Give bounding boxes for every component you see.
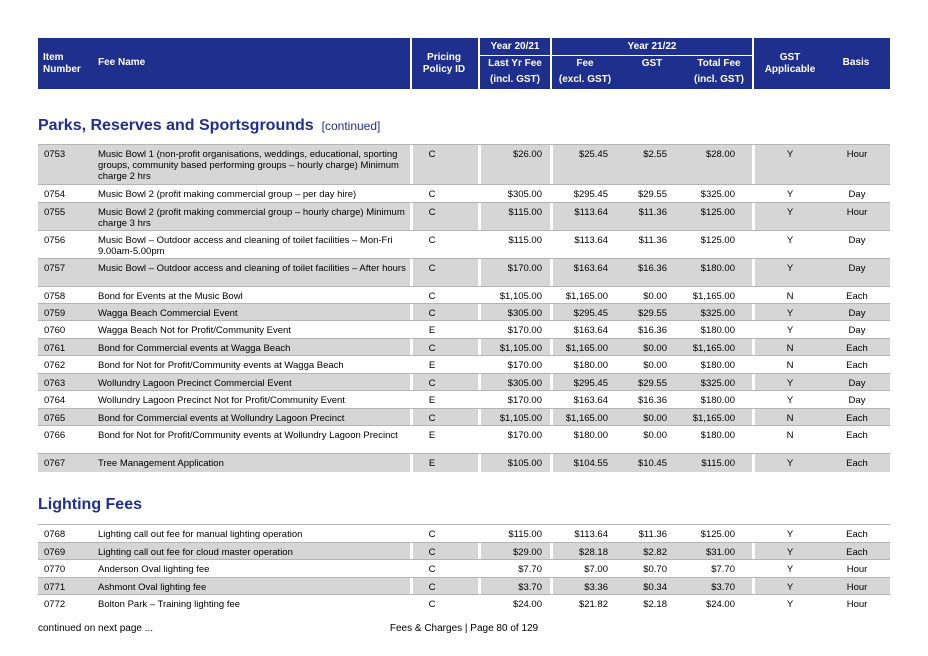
cell-policy: C [428, 207, 436, 218]
cell-total: $125.00 [700, 235, 735, 246]
cell-total: $125.00 [700, 207, 735, 218]
cell-fee: $180.00 [573, 360, 608, 371]
cell-basis: Day [848, 378, 866, 389]
cell-total: $28.00 [705, 149, 735, 160]
cell-applicable: N [786, 343, 794, 354]
cell-policy: E [428, 325, 436, 336]
cell-name: Music Bowl – Outdoor access and cleaning of toilet facilities – After hours [98, 263, 406, 274]
header-gst: GST [641, 58, 663, 69]
cell-item: 0754 [44, 189, 66, 200]
cell-applicable: N [786, 360, 794, 371]
cell-gst: $0.34 [643, 582, 667, 593]
cell-applicable: Y [786, 529, 794, 540]
cell-gst: $29.55 [637, 378, 667, 389]
cell-total: $180.00 [700, 325, 735, 336]
cell-basis: Day [848, 235, 866, 246]
cell-item: 0765 [44, 413, 66, 424]
cell-name: Bond for Events at the Music Bowl [98, 291, 243, 302]
cell-name: Music Bowl 2 (profit making commercial group – per day hire) [98, 189, 357, 200]
cell-name: Bond for Not for Profit/Community events at Wagga Beach [98, 360, 344, 371]
cell-fee: $104.55 [573, 458, 608, 469]
header-fee-excl: Fee (excl. GST) [558, 58, 612, 85]
cell-last: $115.00 [508, 529, 542, 540]
cell-applicable: N [786, 430, 794, 441]
cell-basis: Day [848, 308, 866, 319]
cell-applicable: Y [786, 582, 794, 593]
cell-applicable: N [786, 291, 794, 302]
cell-basis: Hour [846, 599, 868, 610]
cell-gst: $0.00 [643, 343, 667, 354]
cell-item: 0770 [44, 564, 66, 575]
table-row [38, 202, 890, 231]
cell-item: 0756 [44, 235, 66, 246]
cell-item: 0771 [44, 582, 66, 593]
cell-fee: $1,165.00 [565, 413, 608, 424]
cell-last: $7.70 [518, 564, 542, 575]
cell-last: $170.00 [507, 360, 542, 371]
cell-last: $305.00 [507, 378, 542, 389]
cell-applicable: Y [786, 458, 794, 469]
cell-gst: $16.36 [637, 325, 667, 336]
page-footer: Fees & Charges | Page 80 of 129 [389, 623, 539, 634]
cell-gst: $16.36 [637, 395, 667, 406]
cell-last: $29.00 [512, 547, 542, 558]
cell-last: $305.00 [507, 189, 542, 200]
cell-name: Music Bowl 1 (non-profit organisations, weddings, educational, sporting groups, community based performing groups – hourly charge) Minimum charge 2 hrs [98, 149, 399, 182]
table-row [38, 524, 890, 543]
cell-item: 0755 [44, 207, 66, 218]
cell-gst: $11.36 [638, 207, 667, 218]
section-title-parks: Parks, Reserves and Sportsgrounds [continued] [38, 117, 381, 134]
header-total-fee: Total Fee (incl. GST) [694, 58, 744, 85]
cell-gst: $0.00 [643, 360, 667, 371]
cell-applicable: Y [786, 149, 794, 160]
cell-gst: $2.82 [643, 547, 667, 558]
cell-basis: Day [848, 395, 866, 406]
cell-fee: $113.64 [574, 207, 608, 218]
cell-last: $305.00 [507, 308, 542, 319]
header-basis: Basis [842, 57, 870, 68]
cell-basis: Day [848, 189, 866, 200]
cell-last: $170.00 [507, 430, 542, 441]
cell-basis: Each [846, 547, 868, 558]
table-row [38, 144, 890, 185]
cell-applicable: Y [786, 378, 794, 389]
cell-policy: C [428, 343, 436, 354]
cell-name: Music Bowl 2 (profit making commercial group – hourly charge) Minimum charge 3 hrs [98, 207, 405, 229]
cell-total: $3.70 [711, 582, 735, 593]
cell-last: $115.00 [508, 207, 542, 218]
cell-policy: C [428, 263, 436, 274]
table-header [38, 38, 890, 89]
continued-note: continued on next page ... [38, 623, 154, 634]
cell-name: Bolton Park – Training lighting fee [98, 599, 241, 610]
cell-fee: $295.45 [573, 189, 608, 200]
cell-basis: Each [846, 291, 868, 302]
cell-item: 0758 [44, 291, 66, 302]
cell-applicable: Y [786, 235, 794, 246]
table-row [38, 559, 890, 578]
cell-policy: C [428, 308, 436, 319]
cell-applicable: Y [786, 547, 794, 558]
cell-applicable: Y [786, 564, 794, 575]
cell-item: 0766 [44, 430, 66, 441]
cell-fee: $163.64 [573, 263, 608, 274]
cell-gst: $2.55 [643, 149, 667, 160]
cell-policy: C [428, 582, 436, 593]
cell-total: $325.00 [700, 378, 735, 389]
cell-policy: C [428, 149, 436, 160]
table-row [38, 453, 890, 472]
cell-total: $31.00 [705, 547, 735, 558]
cell-basis: Hour [846, 582, 868, 593]
cell-fee: $295.45 [573, 378, 608, 389]
cell-name: Wagga Beach Not for Profit/Community Event [98, 325, 291, 336]
cell-total: $7.70 [711, 564, 735, 575]
cell-fee: $3.36 [584, 582, 608, 593]
cell-last: $115.00 [508, 235, 542, 246]
table-row [38, 373, 890, 391]
header-fee-name: Fee Name [98, 57, 146, 68]
cell-policy: C [428, 529, 436, 540]
table-row [38, 542, 890, 560]
cell-total: $1,165.00 [692, 413, 735, 424]
cell-applicable: Y [786, 263, 794, 274]
cell-fee: $25.45 [578, 149, 608, 160]
cell-applicable: Y [786, 395, 794, 406]
cell-total: $24.00 [705, 599, 735, 610]
table-row [38, 425, 890, 454]
table-row [38, 577, 890, 595]
cell-applicable: N [786, 413, 794, 424]
cell-item: 0759 [44, 308, 66, 319]
cell-fee: $180.00 [573, 430, 608, 441]
cell-policy: E [428, 395, 436, 406]
cell-policy: E [428, 458, 436, 469]
header-year-curr: Year 21/22 [627, 41, 677, 52]
cell-fee: $28.18 [578, 547, 608, 558]
table-row [38, 408, 890, 426]
table-row [38, 230, 890, 259]
cell-item: 0760 [44, 325, 66, 336]
cell-last: $3.70 [518, 582, 542, 593]
header-gst-applicable: GST Applicable [764, 52, 816, 75]
cell-fee: $163.64 [573, 395, 608, 406]
continued-label: [continued] [321, 119, 381, 133]
cell-name: Bond for Commercial events at Wagga Beach [98, 343, 291, 354]
cell-gst: $29.55 [637, 189, 667, 200]
cell-total: $325.00 [700, 189, 735, 200]
section-title-lighting: Lighting Fees [38, 496, 142, 513]
cell-last: $24.00 [512, 599, 542, 610]
cell-item: 0764 [44, 395, 66, 406]
cell-basis: Day [848, 325, 866, 336]
table-row [38, 303, 890, 321]
cell-basis: Each [846, 430, 868, 441]
cell-policy: C [428, 599, 436, 610]
table-row [38, 355, 890, 374]
cell-name: Music Bowl – Outdoor access and cleaning of toilet facilities – Mon-Fri 9.00am-5.00pm [98, 235, 393, 257]
cell-policy: C [428, 564, 436, 575]
cell-total: $180.00 [700, 263, 735, 274]
cell-item: 0767 [44, 458, 66, 469]
cell-last: $105.00 [507, 458, 542, 469]
cell-policy: C [428, 235, 436, 246]
cell-item: 0768 [44, 529, 66, 540]
cell-basis: Hour [846, 207, 868, 218]
cell-fee: $163.64 [573, 325, 608, 336]
cell-last: $170.00 [507, 263, 542, 274]
cell-name: Wollundry Lagoon Precinct Commercial Event [98, 378, 292, 389]
cell-basis: Each [846, 360, 868, 371]
cell-name: Tree Management Application [98, 458, 224, 469]
cell-total: $125.00 [700, 529, 735, 540]
cell-basis: Day [848, 263, 866, 274]
header-item-number: Item Number [43, 52, 81, 75]
cell-gst: $0.70 [643, 564, 667, 575]
header-last-yr-fee: Last Yr Fee (incl. GST) [488, 58, 542, 85]
cell-last: $1,105.00 [499, 413, 542, 424]
cell-policy: E [428, 430, 436, 441]
cell-name: Bond for Commercial events at Wollundry Lagoon Precinct [98, 413, 345, 424]
cell-policy: C [428, 378, 436, 389]
cell-gst: $11.36 [638, 235, 667, 246]
cell-policy: C [428, 291, 436, 302]
cell-applicable: Y [786, 325, 794, 336]
cell-basis: Each [846, 529, 868, 540]
cell-gst: $16.36 [637, 263, 667, 274]
cell-total: $115.00 [701, 458, 735, 469]
cell-item: 0757 [44, 263, 66, 274]
cell-total: $180.00 [700, 430, 735, 441]
cell-applicable: Y [786, 189, 794, 200]
cell-gst: $0.00 [643, 430, 667, 441]
cell-total: $1,165.00 [692, 343, 735, 354]
cell-applicable: Y [786, 207, 794, 218]
table-row [38, 320, 890, 339]
cell-total: $325.00 [700, 308, 735, 319]
cell-basis: Each [846, 458, 868, 469]
cell-total: $1,165.00 [692, 291, 735, 302]
cell-gst: $0.00 [643, 413, 667, 424]
cell-policy: C [428, 413, 436, 424]
cell-item: 0761 [44, 343, 66, 354]
cell-basis: Hour [846, 149, 868, 160]
cell-basis: Hour [846, 564, 868, 575]
table-row [38, 338, 890, 356]
cell-total: $180.00 [700, 360, 735, 371]
cell-last: $170.00 [507, 395, 542, 406]
table-row [38, 184, 890, 203]
table-row [38, 258, 890, 287]
cell-fee: $295.45 [573, 308, 608, 319]
cell-gst: $11.36 [638, 529, 667, 540]
cell-item: 0763 [44, 378, 66, 389]
cell-total: $180.00 [700, 395, 735, 406]
cell-last: $1,105.00 [499, 343, 542, 354]
cell-fee: $7.00 [584, 564, 608, 575]
cell-name: Lighting call out fee for manual lighting operation [98, 529, 303, 540]
table-row [38, 390, 890, 409]
cell-policy: C [428, 189, 436, 200]
cell-name: Wagga Beach Commercial Event [98, 308, 238, 319]
cell-name: Wollundry Lagoon Precinct Not for Profit/Community Event [98, 395, 345, 406]
cell-fee: $1,165.00 [565, 291, 608, 302]
cell-name: Lighting call out fee for cloud master operation [98, 547, 293, 558]
cell-fee: $1,165.00 [565, 343, 608, 354]
cell-name: Anderson Oval lighting fee [98, 564, 210, 575]
cell-gst: $10.45 [637, 458, 667, 469]
cell-last: $170.00 [507, 325, 542, 336]
header-pricing-policy: Pricing Policy ID [422, 52, 466, 75]
header-year-prev: Year 20/21 [490, 41, 540, 52]
cell-gst: $29.55 [637, 308, 667, 319]
cell-name: Bond for Not for Profit/Community events at Wollundry Lagoon Precinct [98, 430, 398, 441]
cell-fee: $113.64 [574, 529, 608, 540]
cell-name: Ashmont Oval lighting fee [98, 582, 207, 593]
cell-item: 0753 [44, 149, 66, 160]
cell-applicable: Y [786, 599, 794, 610]
cell-policy: C [428, 547, 436, 558]
table-row [38, 594, 890, 613]
cell-fee: $21.82 [578, 599, 608, 610]
cell-item: 0772 [44, 599, 66, 610]
cell-policy: E [428, 360, 436, 371]
cell-basis: Each [846, 343, 868, 354]
cell-applicable: Y [786, 308, 794, 319]
table-row [38, 286, 890, 304]
cell-last: $26.00 [512, 149, 542, 160]
cell-gst: $0.00 [643, 291, 667, 302]
cell-last: $1,105.00 [499, 291, 542, 302]
cell-gst: $2.18 [643, 599, 667, 610]
cell-item: 0762 [44, 360, 66, 371]
cell-item: 0769 [44, 547, 66, 558]
cell-basis: Each [846, 413, 868, 424]
cell-fee: $113.64 [574, 235, 608, 246]
